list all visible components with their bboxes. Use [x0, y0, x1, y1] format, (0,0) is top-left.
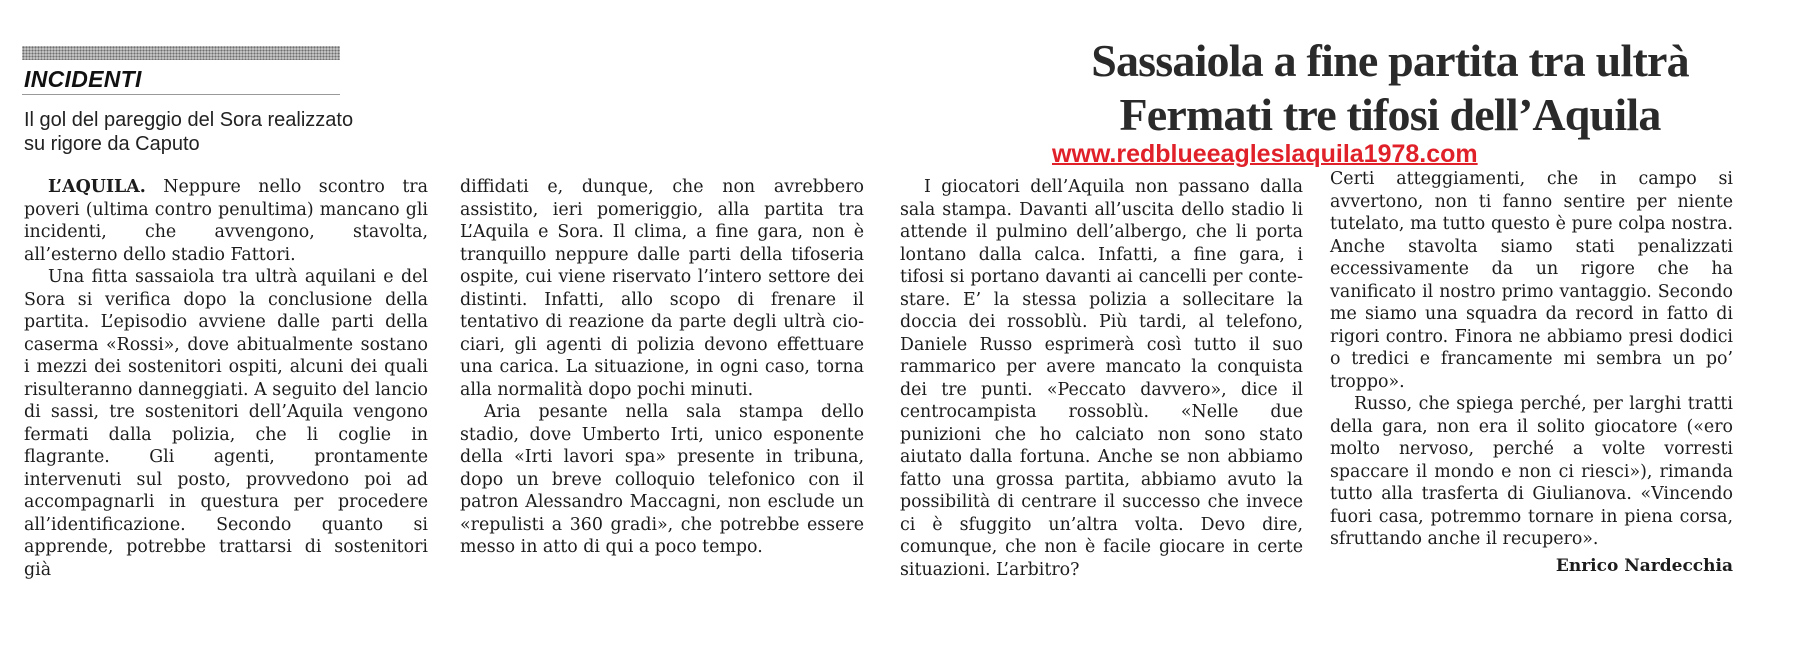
article-subtitle: Il gol del pareggio del Sora realizzato su rigore da Caputo	[24, 109, 354, 155]
article-headline	[1040, 34, 1740, 142]
paragraph-4-continued: Certi atteggiamenti, che in campo si avvertono, non ti fanno sentire per niente tutelato, ma tutto questo è pure colpa nostra. Anche stavolta siamo stati penalizzati eccessivamente da un rigore che ha vanificato il nostro primo vantaggio. Secondo me siamo una squadra da record in fatto di rigori contro. Finora ne abbiamo presi dodici o tredici e francamente mi sembra un po’ troppo».	[1330, 169, 1733, 392]
paragraph-1	[24, 176, 428, 266]
author-byline: Enrico Nardecchia	[1555, 555, 1733, 576]
paragraph-2-continued: diffidati e, dunque, che non avrebbero assistito, ieri pomeriggio, alla partita tra L’Aquila e Sora. Il clima, a fine gara, non è tranquillo neppure dalle parti della tifoseria ospite, cui viene riservato l’intero settore dei distinti. Infatti, allo scopo di frenare il tentativo di reazione da parte degli ultrà ciociari, gli agenti di polizia devono effettuare una carica. La situazione, in ogni caso, torna alla normalità dopo pochi minuti.	[460, 177, 864, 400]
paragraph-4: I giocatori dell’Aquila non passano dalla sala stampa. Davanti all’uscita dello stadio li attende il pulmino dell’albergo, che li porta lontano dalla calca. Infatti, a fine gara, i tifosi si portano davanti ai cancelli per contestare. E’ la stessa polizia a sollecitare la doccia dei rossoblù. Più tardi, al telefono, Daniele Russo esprimerà così tutto il suo rammarico per avere mancato la conquista dei tre punti. «Peccato davvero», dice il centrocampista rossoblù. «Nelle due punizioni che ho calciato non sono stato aiutato dalla fortuna. Anche se non abbiamo fatto una grossa partita, abbiamo avuto la possibilità di centrare il successo che invece ci è sfuggito un’altra volta. Devo dire, comunque, che non è facile giocare in certe situazioni. L’arbitro?	[900, 177, 1303, 580]
article-column-3	[900, 176, 1303, 581]
paragraph-2: Una fitta sassaiola tra ultrà aquilani e del Sora si verifica dopo la conclusione della partita. L’episodio avviene dalle parti della caserma «Rossi», dove abitualmente sostano i mezzi dei sostenitori ospiti, alcuni dei quali risulteranno danneggiati. A seguito del lancio di sassi, tre sostenitori dell’Aquila vengono fermati dalla polizia, che li coglie in flagrante. Gli agenti, prontamente intervenuti sul posto, provvedono poi ad accompagnarli in questura per procedere all’identificazione. Secondo quanto si apprende, potrebbe trattarsi di sostenitori già	[24, 267, 428, 580]
article-column-1	[24, 176, 428, 581]
paragraph-3: Aria pesante nella sala stampa dello stadio, dove Umberto Irti, unico esponente della «Irti lavori spa» presente in tribuna, dopo un breve colloquio telefonico con il patron Alessandro Maccagni, non esclude un «repulisti a 360 gradi», che potrebbe essere messo in atto di qui a poco tempo.	[460, 402, 864, 557]
kicker-divider	[22, 94, 340, 95]
dateline: L’AQUILA.	[48, 177, 146, 197]
watermark-link[interactable]: www.redblueeagleslaquila1978.com	[1052, 140, 1478, 168]
article-column-2	[460, 176, 864, 559]
kicker-halftone-bar	[22, 46, 340, 60]
headline-line-2: Fermati tre tifosi dell’Aquila	[1119, 89, 1661, 140]
paragraph-5: Russo, che spiega perché, per larghi tratti della gara, non era il solito giocatore («ero molto nervoso, perché a volte vorresti spaccare il mondo e non ci riesci»), rimanda tutto alla trasferta di Giulianova. «Vincendo fuori casa, potremmo tornare in piena corsa, sfruttando anche il recupero».	[1330, 394, 1733, 549]
section-kicker: INCIDENTI	[24, 66, 142, 92]
article-column-4	[1330, 168, 1733, 577]
paragraph-1-text: Neppure nello scontro tra poveri (ultima contro penultima) mancano gli incidenti, che avvengono, stavolta, all’esterno dello stadio Fattori.	[24, 177, 428, 265]
headline-line-1: Sassaiola a fine partita tra ultrà	[1091, 35, 1689, 86]
